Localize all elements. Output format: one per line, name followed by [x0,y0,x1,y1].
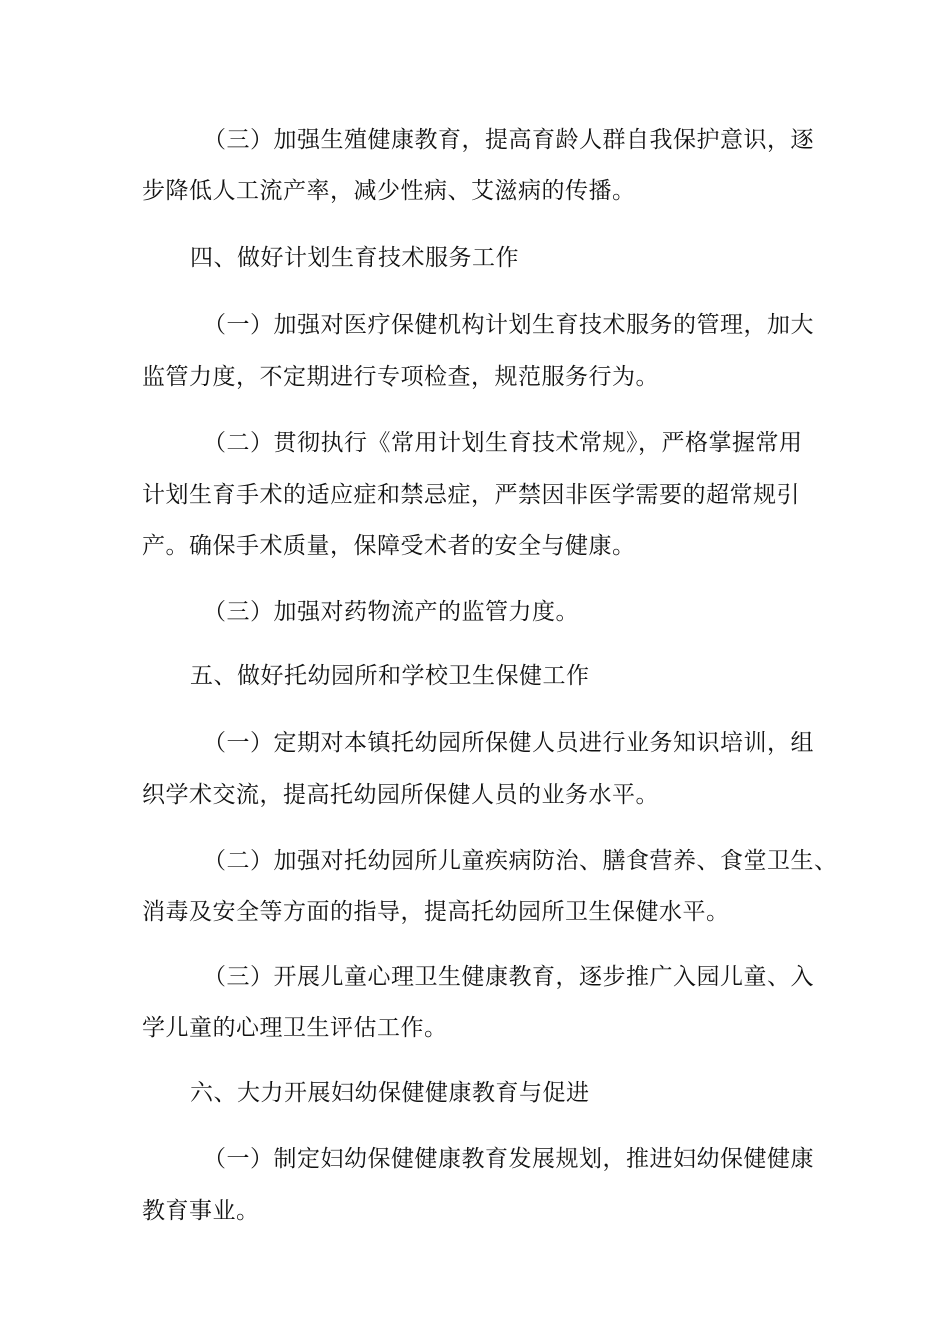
paragraph-line: 产。确保手术质量，保障受术者的安全与健康。 [142,533,636,559]
paragraph-line: 计划生育手术的适应症和禁忌症，严禁因非医学需要的超常规引 [142,482,800,508]
paragraph-line: （一）制定妇幼保健健康教育发展规划，推进妇幼保健健康 [203,1146,814,1172]
paragraph-line: 教育事业。 [142,1198,260,1224]
paragraph-line: （三）开展儿童心理卫生健康教育，逐步推广入园儿童、入 [203,964,814,990]
paragraph-line: （二）贯彻执行《常用计划生育技术常规》，严格掌握常用 [203,430,803,456]
paragraph-line: 消毒及安全等方面的指导，提高托幼园所卫生保健水平。 [142,899,730,925]
paragraph-line: （一）加强对医疗保健机构计划生育技术服务的管理，加大 [203,312,814,338]
paragraph-line: 步降低人工流产率，减少性病、艾滋病的传播。 [142,178,636,204]
paragraph-line: （二）加强对托幼园所儿童疾病防治、膳食营养、食堂卫生、 [203,848,838,874]
paragraph-line: 监管力度，不定期进行专项检查，规范服务行为。 [142,364,659,390]
section-heading: 五、做好托幼园所和学校卫生保健工作 [190,663,590,689]
section-heading: 四、做好计划生育技术服务工作 [190,245,519,271]
paragraph-line: （三）加强对药物流产的监管力度。 [203,599,579,625]
paragraph-line: 织学术交流，提高托幼园所保健人员的业务水平。 [142,782,659,808]
paragraph-line: （一）定期对本镇托幼园所保健人员进行业务知识培训，组 [203,730,814,756]
paragraph-line: 学儿童的心理卫生评估工作。 [142,1015,448,1041]
paragraph-line: （三）加强生殖健康教育，提高育龄人群自我保护意识，逐 [203,127,814,153]
section-heading: 六、大力开展妇幼保健健康教育与促进 [190,1080,590,1106]
